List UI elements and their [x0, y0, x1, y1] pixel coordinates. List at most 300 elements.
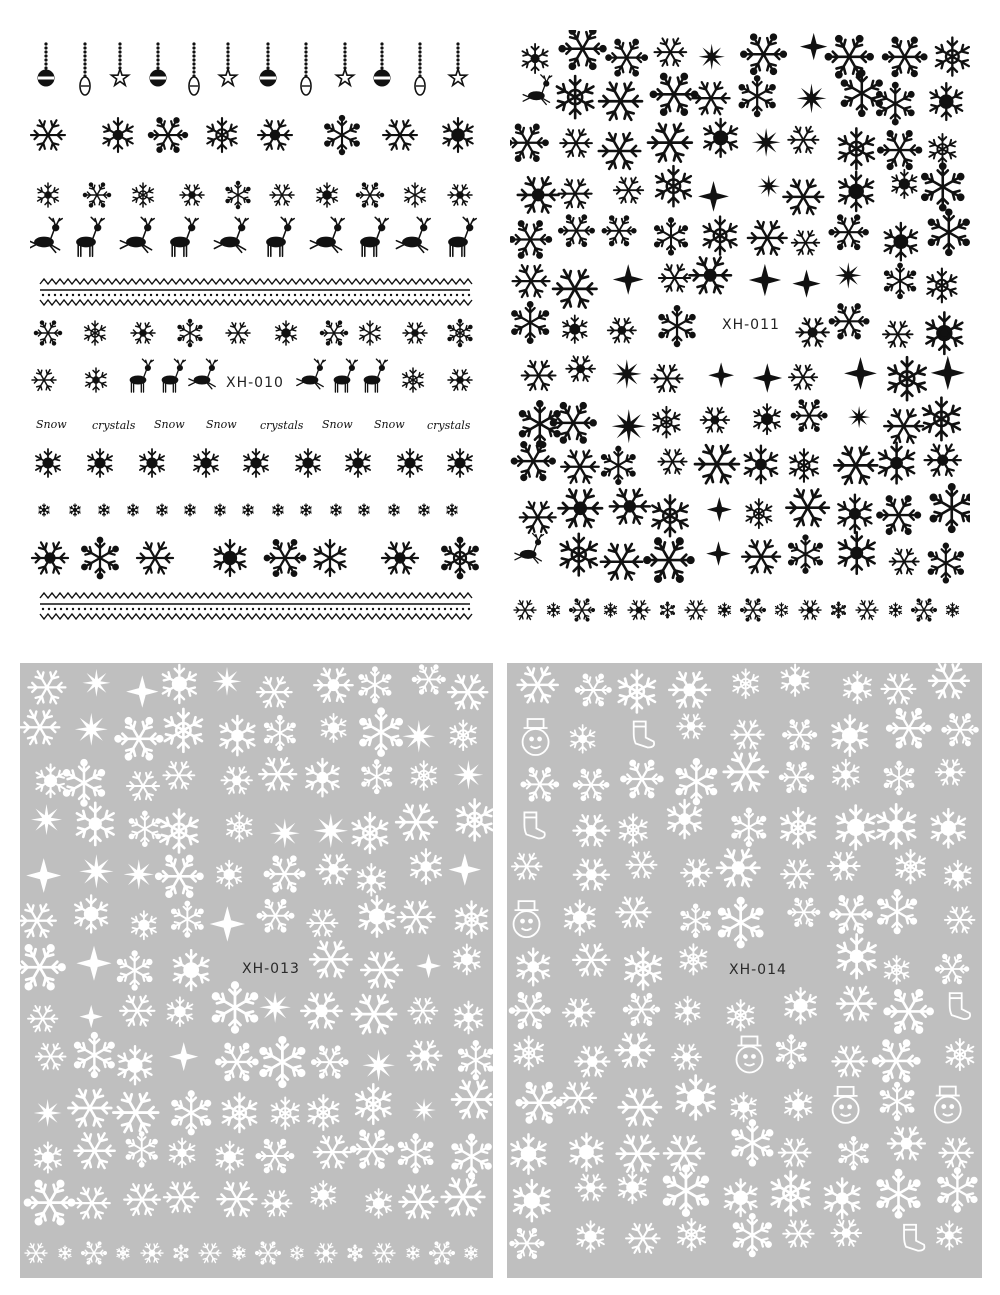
reindeer-icon — [189, 359, 218, 389]
snowflake-icon — [35, 321, 62, 345]
snowman-icon — [935, 1087, 961, 1123]
star-icon — [835, 262, 862, 289]
snowflake-icon — [465, 1246, 477, 1260]
snowflake-icon — [892, 170, 917, 198]
star-icon — [797, 84, 827, 114]
snowflake-icon — [725, 1179, 757, 1216]
snowflake-icon — [452, 1135, 490, 1178]
snowflake-icon — [559, 179, 592, 208]
snowflake-icon — [301, 504, 311, 516]
snowflake-icon — [389, 504, 399, 516]
reindeer-icon — [77, 217, 104, 256]
snowflake-icon — [885, 956, 909, 984]
snowflake-icon — [351, 1131, 393, 1168]
script-word: Snow — [374, 418, 405, 431]
snowflake-icon — [199, 1243, 221, 1262]
snowflake-icon — [565, 900, 595, 935]
snowflake-icon — [839, 532, 875, 573]
snowflake-icon — [604, 603, 616, 617]
star-icon — [749, 264, 781, 296]
star-icon — [260, 992, 291, 1023]
snowflake-icon — [510, 993, 550, 1028]
snowflake-icon — [844, 672, 871, 703]
snowflake-icon — [450, 720, 476, 750]
snowflake-icon — [885, 990, 933, 1032]
snowflake-icon — [265, 540, 306, 576]
snowflake-icon — [448, 185, 472, 206]
script-word: crystals — [427, 419, 471, 432]
snowflake-icon — [571, 725, 595, 753]
snowflake-icon — [695, 445, 739, 483]
star-icon — [403, 720, 436, 753]
snowflake-icon — [160, 810, 197, 853]
snowflake-icon — [616, 1034, 654, 1067]
zigzag-border — [40, 593, 472, 619]
snowflake-icon — [512, 302, 548, 343]
snowman-icon — [523, 719, 549, 755]
star-icon — [362, 1049, 394, 1081]
snowflake-icon — [117, 1246, 129, 1260]
snowflake-icon — [644, 539, 693, 582]
snowflake-icon — [178, 320, 202, 347]
snowflake-icon — [879, 443, 914, 484]
snowflake-icon — [243, 504, 253, 516]
star-icon — [844, 357, 877, 390]
snowflake-icon — [701, 408, 730, 433]
snowflake-icon — [878, 131, 921, 169]
snowflake-icon — [517, 948, 549, 985]
snowman-icon — [736, 1036, 762, 1072]
snowflake-icon — [165, 709, 202, 752]
snowflake-icon — [118, 951, 152, 989]
ornament-icon — [150, 43, 166, 86]
snowflake-icon — [227, 813, 252, 842]
snowflake-icon — [561, 451, 598, 483]
star-icon — [75, 713, 108, 746]
snowflake-icon — [837, 806, 875, 850]
snowflake-icon — [889, 603, 901, 617]
reindeer-icon — [364, 359, 387, 392]
snowflake-icon — [681, 904, 710, 937]
snowflake-icon — [127, 772, 159, 800]
snowflake-icon — [830, 304, 869, 338]
snowflake-icon — [257, 677, 292, 707]
snowflake-icon — [563, 315, 587, 343]
snowflake-icon — [216, 1142, 243, 1173]
snowflake-icon — [661, 602, 675, 618]
snowflake-icon — [124, 1184, 160, 1215]
snowflake-icon — [366, 1189, 391, 1218]
sticker-sheet-xh-010 — [30, 30, 480, 625]
snowflake-icon — [945, 861, 971, 891]
snowflake-icon — [680, 944, 706, 974]
star-icon — [213, 667, 242, 696]
reindeer-icon — [396, 217, 430, 252]
snowflake-icon — [74, 1188, 110, 1219]
snowflake-icon — [838, 935, 876, 979]
snowflake-icon — [156, 856, 202, 897]
snowflake-icon — [704, 217, 737, 255]
snowflake-icon — [837, 987, 876, 1020]
snowflake-icon — [459, 1041, 493, 1079]
snowflake-icon — [35, 1142, 61, 1172]
snowflake-icon — [883, 38, 926, 76]
snowflake-icon — [704, 119, 737, 157]
zigzag-border — [40, 279, 472, 305]
snowflake-icon — [132, 911, 156, 939]
reindeer-icon — [334, 359, 357, 392]
snowflake-icon — [832, 715, 867, 755]
reindeer-icon — [214, 217, 248, 252]
snowflake-icon — [226, 182, 250, 209]
snowflake-icon — [270, 185, 294, 206]
snowflake-icon — [314, 1136, 351, 1168]
snowflake-icon — [780, 763, 814, 793]
snowflake-icon — [777, 1035, 806, 1068]
star-icon — [79, 854, 113, 888]
reindeer-icon — [297, 359, 326, 389]
snowflake-icon — [314, 540, 345, 576]
snowflake-icon — [259, 758, 296, 790]
snowflake-icon — [656, 166, 691, 206]
star-icon — [758, 175, 781, 198]
star-icon — [314, 814, 349, 849]
snowflake-icon — [718, 603, 730, 617]
snowflake-icon — [362, 760, 391, 793]
star-icon — [931, 356, 965, 390]
snowflake-icon — [403, 323, 427, 344]
snowflake-icon — [936, 38, 969, 76]
sticker-sheet-xh-011 — [510, 30, 970, 630]
snowflake-icon — [207, 118, 236, 152]
snowflake-icon — [624, 994, 659, 1025]
snowflake-icon — [258, 120, 292, 149]
snowflake-icon — [511, 1134, 545, 1173]
snowflake-icon — [408, 1041, 442, 1070]
snowflake-icon — [167, 997, 192, 1026]
snowflake-icon — [575, 1047, 609, 1077]
snowflake-icon — [781, 808, 815, 847]
star-icon — [124, 859, 154, 889]
star-icon — [708, 362, 734, 388]
snowflake-icon — [781, 860, 813, 888]
snowflake-icon — [887, 709, 930, 747]
snowflake-icon — [448, 449, 472, 477]
snowflake-icon — [619, 1089, 661, 1126]
star-icon — [792, 270, 820, 298]
snowflake-icon — [573, 815, 609, 846]
snowflake-icon — [448, 675, 487, 709]
ornament-icon — [260, 43, 276, 86]
reindeer-icon — [310, 217, 344, 252]
snowflake-icon — [223, 1094, 256, 1133]
snowflake-icon — [103, 118, 132, 152]
snowflake-icon — [396, 805, 437, 840]
snowflake-icon — [28, 1006, 57, 1031]
snowflake-icon — [925, 445, 961, 476]
sticker-sheet-xh-014 — [507, 663, 982, 1278]
snowflake-icon — [185, 504, 195, 516]
snowflake-icon — [929, 210, 969, 255]
snowflake-icon — [929, 664, 969, 698]
snowflake-icon — [353, 813, 388, 853]
snowflake-icon — [724, 753, 768, 791]
snowflake-icon — [677, 1076, 715, 1120]
sheet-code-label: XH-010 — [226, 375, 284, 391]
star-icon — [210, 906, 245, 941]
snowflake-icon — [163, 665, 196, 703]
snowflake-icon — [311, 1181, 335, 1209]
script-word: Snow — [206, 418, 237, 431]
star-icon — [752, 128, 781, 157]
snowflake-icon — [140, 449, 164, 477]
snowflake-icon — [839, 172, 873, 211]
snowflake-icon — [84, 183, 111, 207]
snowflake-icon — [361, 952, 402, 987]
snowflake-icon — [931, 484, 970, 532]
snowflake-icon — [75, 895, 107, 932]
sheet-code-label: XH-013 — [242, 961, 300, 977]
snowflake-icon — [877, 496, 920, 534]
snowflake-icon — [316, 855, 350, 884]
snowflake-icon — [826, 36, 873, 77]
snowflake-icon — [838, 495, 871, 533]
snowflake-icon — [331, 504, 341, 516]
snowflake-icon — [276, 321, 297, 345]
snowflake-icon — [570, 599, 595, 621]
snowflake-icon — [226, 323, 250, 344]
snowflake-icon — [783, 1221, 813, 1247]
star-icon — [454, 760, 484, 790]
snowflake-icon — [518, 177, 559, 212]
snowflake-icon — [312, 1046, 348, 1077]
reindeer-icon — [162, 359, 185, 392]
snowflake-icon — [131, 323, 155, 344]
snowflake-icon — [20, 904, 56, 937]
snowflake-icon — [518, 667, 558, 702]
reindeer-icon — [449, 217, 476, 256]
star-icon — [753, 363, 783, 393]
snowflake-icon — [514, 1037, 543, 1070]
ornament-icon — [38, 43, 54, 86]
snowflake-icon — [681, 859, 712, 886]
snowflake-icon — [651, 365, 682, 392]
snowflake-icon — [348, 1245, 362, 1261]
snowflake-icon — [606, 40, 647, 76]
snowflake-icon — [116, 718, 163, 759]
snowflake-icon — [262, 1191, 291, 1216]
snowflake-icon — [215, 504, 225, 516]
snowflake-icon — [576, 675, 611, 706]
star-icon — [412, 1098, 436, 1122]
snowflake-icon — [137, 542, 173, 573]
snowflake-icon — [405, 183, 426, 207]
snowflake-icon — [130, 811, 160, 846]
snowflake-icon — [233, 1246, 245, 1260]
snowflake-icon — [885, 264, 916, 299]
snowflake-icon — [942, 714, 978, 745]
snowflake-icon — [356, 1084, 390, 1124]
snowflake-icon — [619, 1172, 646, 1203]
snowflake-icon — [113, 1093, 158, 1132]
snowflake-icon — [799, 600, 821, 619]
snowflake-icon — [654, 38, 686, 65]
snowflake-icon — [513, 265, 550, 297]
ornament-icon — [111, 43, 128, 85]
snowflake-icon — [64, 760, 104, 805]
snowflake-icon — [617, 1136, 659, 1172]
snowflake-icon — [779, 1139, 811, 1166]
snowflake-icon — [659, 306, 694, 346]
ornament-icon — [449, 43, 466, 85]
snowflake-icon — [82, 1242, 107, 1264]
snowflake-icon — [357, 183, 384, 207]
snowflake-icon — [888, 1127, 925, 1159]
snowflake-icon — [783, 180, 823, 214]
snowflake-icon — [830, 215, 868, 249]
snowflake-icon — [36, 764, 64, 797]
snowflake-icon — [36, 449, 60, 477]
snowflake-icon — [510, 1229, 543, 1258]
snowflake-icon — [789, 365, 817, 390]
snowflake-icon — [213, 982, 257, 1032]
snowflake-icon — [677, 759, 716, 804]
snowflake-icon — [547, 603, 559, 617]
snowflake-icon — [411, 849, 441, 884]
snowflake-icon — [36, 1044, 66, 1070]
snowflake-icon — [885, 762, 914, 795]
snowflake-icon — [307, 910, 337, 936]
snowflake-icon — [442, 538, 478, 579]
stocking-icon — [904, 1225, 924, 1251]
snowflake-icon — [877, 804, 915, 848]
snowflake-icon — [922, 164, 963, 211]
snowflake-icon — [456, 901, 487, 937]
snowflake-icon — [626, 1224, 660, 1253]
snowflake-icon — [561, 534, 597, 576]
snowflake-icon — [359, 667, 390, 702]
snowflake-icon — [727, 1000, 753, 1030]
script-word: crystals — [260, 419, 304, 432]
snowflake-icon — [659, 264, 690, 291]
snowflake-icon — [731, 1093, 756, 1122]
snowflake-icon — [832, 602, 846, 618]
snowflake-icon — [447, 504, 457, 516]
snowflake-icon — [408, 998, 437, 1023]
ornament-icon — [80, 43, 90, 95]
snowflake-icon — [413, 665, 445, 693]
snowflake-icon — [214, 540, 245, 576]
snowflake-icon — [172, 902, 203, 937]
snowflake-icon — [717, 849, 759, 886]
snowflake-icon — [878, 890, 916, 933]
sheet-code-label: XH-014 — [729, 962, 787, 978]
snowflake-icon — [785, 988, 816, 1023]
snowflake-icon — [786, 489, 828, 526]
snowflake-icon — [610, 489, 650, 524]
snowflake-icon — [559, 215, 594, 246]
snowflake-icon — [614, 178, 643, 203]
script-word: crystals — [92, 419, 136, 432]
snowflake-icon — [926, 312, 962, 353]
snowflake-icon — [174, 1245, 188, 1261]
snowflake-icon — [732, 809, 765, 846]
snowflake-icon — [32, 542, 68, 573]
snowflake-icon — [373, 1243, 395, 1262]
snowman-icon — [514, 901, 540, 937]
snowflake-icon — [358, 864, 385, 895]
snowflake-icon — [244, 449, 268, 477]
snowflake-icon — [576, 1175, 606, 1201]
snowflake-icon — [883, 321, 913, 347]
snowflake-icon — [655, 218, 687, 255]
star-icon — [449, 854, 481, 886]
snowflake-icon — [25, 1243, 47, 1262]
snowflake-icon — [512, 442, 555, 480]
snowflake-icon — [788, 127, 818, 153]
snowflake-icon — [291, 1246, 303, 1260]
snowflake-icon — [82, 538, 118, 579]
snowflake-icon — [38, 183, 59, 207]
snowflake-icon — [839, 1137, 868, 1170]
snowflake-icon — [745, 446, 778, 484]
snowflake-icon — [685, 600, 707, 619]
snowflake-icon — [561, 1083, 596, 1114]
snowflake-icon — [733, 669, 758, 698]
star-icon — [612, 359, 642, 389]
reindeer-icon — [361, 217, 388, 256]
snowflake-icon — [945, 907, 975, 933]
sticker-sheet-xh-013 — [20, 663, 493, 1278]
snowflake-icon — [217, 861, 241, 889]
snowflake-icon — [746, 499, 771, 528]
snowflake-icon — [522, 361, 556, 390]
snowflake-icon — [792, 400, 827, 431]
snowflake-icon — [360, 709, 401, 756]
snowflake-icon — [272, 1098, 299, 1130]
snowflake-icon — [430, 1242, 455, 1264]
snowflake-icon — [563, 999, 594, 1026]
snowflake-icon — [141, 1243, 163, 1262]
snowflake-icon — [559, 489, 602, 527]
snowflake-icon — [796, 318, 829, 346]
snowflake-icon — [399, 1185, 437, 1218]
star-icon — [698, 181, 729, 212]
snowflake-icon — [669, 672, 710, 707]
snowflake-icon — [296, 449, 320, 477]
snowflake-icon — [59, 1246, 71, 1260]
snowflake-icon — [936, 760, 965, 785]
snowflake-icon — [28, 671, 65, 703]
stocking-icon — [634, 722, 654, 748]
snowflake-icon — [75, 1133, 115, 1168]
star-icon — [80, 1005, 103, 1028]
snowflake-icon — [570, 1134, 602, 1171]
snowflake-icon — [411, 761, 436, 790]
snowflake-icon — [77, 803, 114, 845]
snowflake-icon — [912, 599, 937, 621]
snowflake-icon — [317, 183, 338, 207]
snowflake-icon — [455, 1002, 482, 1034]
snowflake-icon — [946, 1039, 973, 1070]
ornament-icon — [301, 43, 311, 95]
snowflake-icon — [21, 710, 60, 744]
snowflake-icon — [301, 993, 341, 1028]
snowflake-icon — [256, 1140, 293, 1173]
snowflake-icon — [602, 447, 635, 484]
snowflake-icon — [256, 1242, 281, 1264]
snowflake-icon — [628, 600, 650, 619]
